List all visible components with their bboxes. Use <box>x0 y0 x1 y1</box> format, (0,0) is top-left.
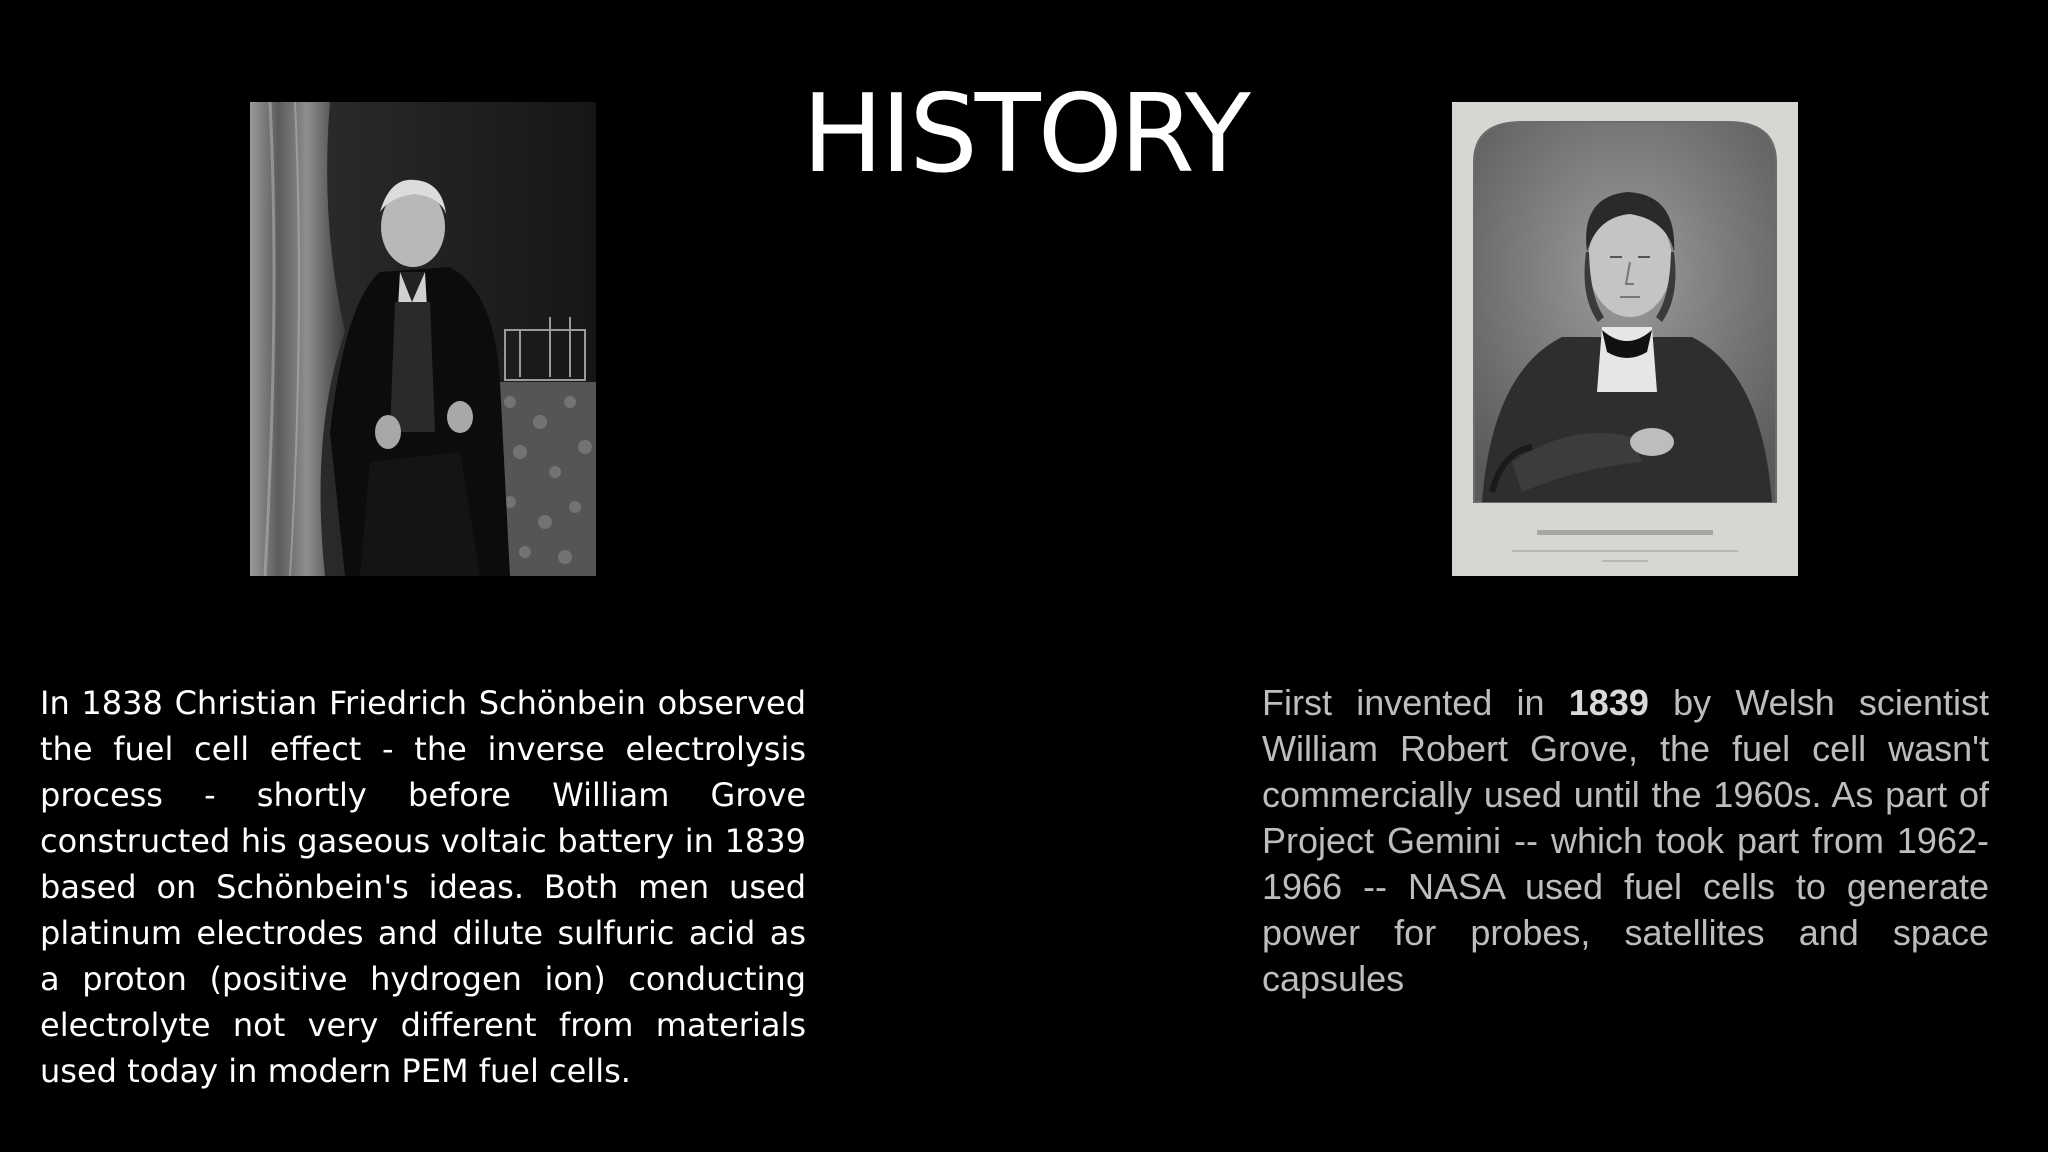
schonbein-history-paragraph: In 1838 Christian Friedrich Schönbein observed the fuel cell effect - the inverse electrolysis process - shortly before William Grove constructed his gaseous voltaic battery in 1839 based on Schönbein's ideas. Both men used platinum electrodes and dilute sulfuric acid as a proton (positive hydrogen ion) conducting electrolyte not very different from materials used today in modern PEM fuel cells. <box>40 684 806 1090</box>
grove-portrait <box>1452 102 1798 576</box>
grove-text-body: by Welsh scientist William Robert Grove, the fuel cell wasn't commercially used until the 1960s. As part of Project Gemini -- which took part from 1962-1966 -- NASA used fuel cells to generate power for probes, satellites and space capsules <box>1262 682 1989 999</box>
grove-year-1839: 1839 <box>1568 682 1649 723</box>
grove-text-intro: First invented in <box>1262 682 1569 723</box>
slide-title: HISTORY <box>802 72 1248 197</box>
portrait-photo-icon <box>250 102 596 576</box>
engraved-portrait-icon <box>1452 102 1798 576</box>
schonbein-portrait <box>250 102 596 576</box>
grove-history-paragraph <box>1262 680 1989 1002</box>
